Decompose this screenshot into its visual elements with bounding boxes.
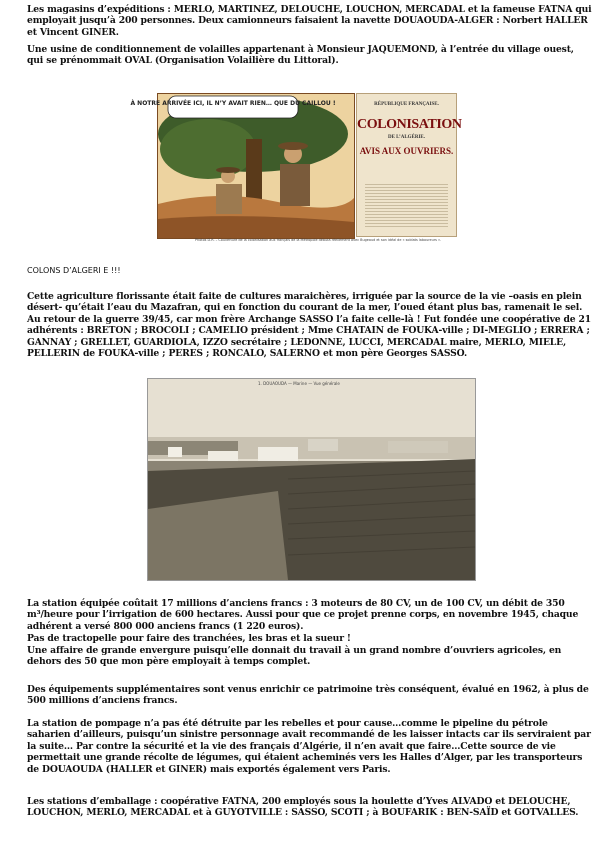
poster-republic: RÉPUBLIQUE FRANÇAISE. xyxy=(374,102,439,107)
comic-panel-image xyxy=(130,93,355,239)
paragraph-stations-emballage: Les stations d’emballage : coopérative FATNA, 200 employés sous la houlette d’Yves ALVADO et DELOUCHE, LOUCHON, MERLO, MERCADAL et à GUYOTVILLE : SASSO, SCOTI ; à BOUFARIK : BEN-SAÏD et GOTVALLES. xyxy=(27,796,579,819)
paragraph-agriculture: Cette agriculture florissante était faite de cultures maraichères, irriguée par la source de la vie –oasis en plein désert- qu’était l’eau du Mazafran, qui en fonction du courant de la mer, l’oued étant plus bas, ramenait le sel. xyxy=(27,291,583,314)
paragraph-station-cout: La station équipée coûtait 17 millions d’anciens francs : 3 moteurs de 80 CV, un de 100 CV, un débit de 350 m³/heure pour l’irrigation de 600 hectares. Aussi pour que ce projet prenne corps, en novembre 1945, chaque adhérent a versé 800 000 anciens francs (1 220 euros). xyxy=(27,598,579,632)
poster-title: COLONISATION xyxy=(357,117,462,132)
paragraph-tractopelle: Pas de tractopelle pour faire des tranchées, les bras et la sueur ! xyxy=(27,633,351,644)
poster-subtitle: DE L’ALGÉRIE. xyxy=(387,135,426,140)
poster-notice: AVIS AUX OUVRIERS. xyxy=(359,146,454,156)
paragraph-usine-volailles: Une usine de conditionnement de volailles appartenant à Monsieur JAQUEMOND, à l’entrée du village ouest, qui se prénommait OVAL (Organisation Volailière du Littoral). xyxy=(27,44,574,67)
illustration-caption: Photos D.R. – Couverture de la colonisation aux français de la Métropole débuta réellement avec Bugeaud et son idéal de « soldats laboureurs ». xyxy=(195,238,442,242)
paragraph-grande-envergure: Une affaire de grande envergure puisqu’elle donnait du travail à un grand nombre d’ouvriers agricoles, en dehors des 50 que mon père employait à temps complet. xyxy=(27,645,562,668)
paragraph-cooperative: Au retour de la guerre 39/45, car mon frère Archange SASSO l’a faite celle-là ! Fut fondée une coopérative de 21 adhérents : BRETON ; BROCOLI ; CAMELIO président ; Mme CHATAIN de FOUKA-ville ; DI-MEGLIO ; ERRERA ; GANNAY ; GRELLET, GUARDIOLA, IZZO secrétaire ; LEDONNE, LUCCI, MERCADAL maire, MERLO, MIELE, PELLERIN de FOUKA-ville ; PERES ; RONCALO, SALERNO et mon père Georges SASSO. xyxy=(27,314,592,360)
speech-text: À NOTRE ARRIVÉE ICI, IL N’Y AVAIT RIEN… QUE DU CAILLOU ! xyxy=(130,100,336,107)
douaouda-photo xyxy=(147,378,476,581)
paragraph-equipements: Des équipements supplémentaires sont venus enrichir ce patrimoine très conséquent, évalué en 1962, à plus de 500 millions d’anciens francs. xyxy=(27,684,589,707)
photo-caption: 1. DOUAOUDA — Marine — Vue générale xyxy=(258,381,340,386)
colonisation-poster xyxy=(356,93,462,237)
colonisation-illustration xyxy=(130,93,462,238)
paragraph-station-pompage: La station de pompage n’a pas été détruite par les rebelles et pour cause…comme le pipeline du pétrole saharien d’ailleurs, puisqu’un sinistre personnage avait recommandé de les laisser intacts car ils serviraient par la suite… Par contre la sécurité et la vie des français d’Algérie, il n’en avait que faire…Cette source de vie permettait une grande récolte de légumes, qui étaient acheminés vers les Halles d’Alger, par les transporteurs de DOUAOUDA (HALLER et GINER) mais exportés également vers Paris. xyxy=(27,718,591,775)
poster-text-lines xyxy=(365,182,448,228)
heading-colons: COLONS D’ALGERI E !!! xyxy=(27,266,121,275)
paragraph-expeditions: Les magasins d’expéditions : MERLO, MARTINEZ, DELOUCHE, LOUCHON, MERCADAL et la fameuse FATNA qui employait jusqu’à 200 personnes. Deux camionneurs faisaient la navette DOUAOUDA-ALGER : Norbert HALLER et Vincent GINER. xyxy=(27,4,592,38)
